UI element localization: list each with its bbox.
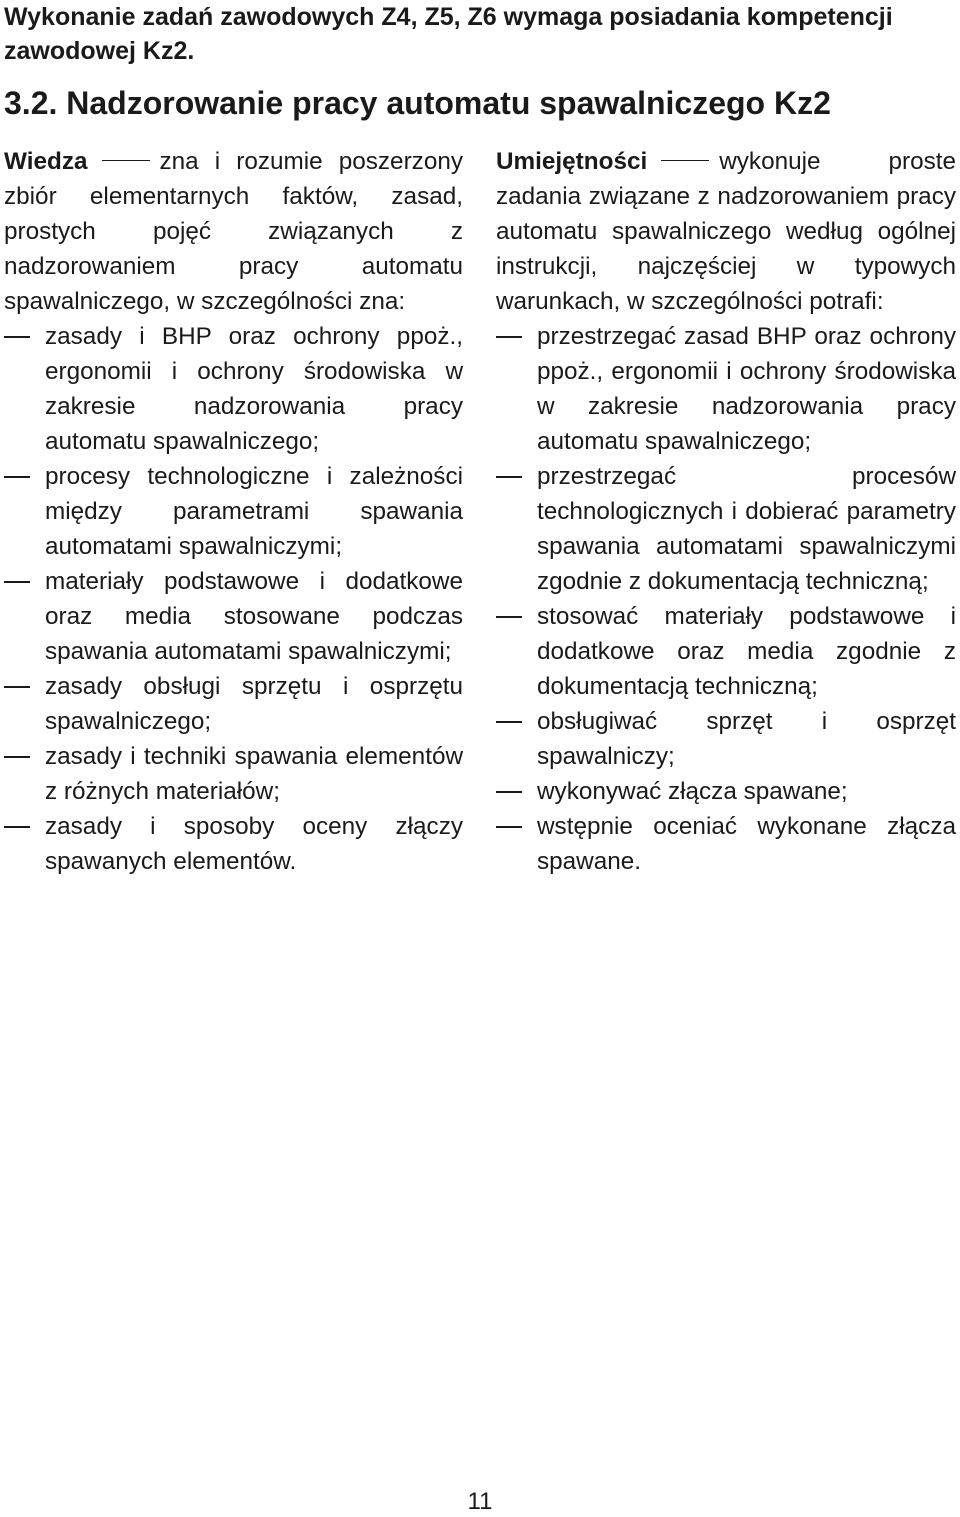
list-item: stosować materiały podstawowe i dodatkowe oraz media zgodnie z dokumentacją techniczną; — [496, 599, 956, 704]
list-item: zasady i techniki spawania elementów z różnych materiałów; — [4, 739, 463, 809]
knowledge-lead-text: zna i rozumie poszerzony zbiór elementarnych faktów, zasad, prostych pojęć związanych z nadzorowaniem pracy automatu spawalniczego, w szczególności zna: — [4, 148, 463, 315]
skills-lead-text: wykonuje proste zadania związane z nadzorowaniem pracy automatu spawalniczego według ogólnej instrukcji, najczęściej w typowych warunkach, w szczególności potrafi: — [496, 148, 956, 315]
list-item: przestrzegać procesów technologicznych i dobierać parametry spawania automatami spawalniczymi zgodnie z dokumentacją techniczną; — [496, 459, 956, 599]
list-item: zasady i sposoby oceny złączy spawanych elementów. — [4, 809, 463, 879]
knowledge-column — [4, 144, 463, 879]
skills-list — [496, 319, 956, 879]
list-item: wstępnie oceniać wykonane złącza spawane. — [496, 809, 956, 879]
skills-column — [496, 144, 956, 879]
em-dash-separator — [102, 160, 150, 161]
skills-term: Umiejętności — [496, 148, 648, 175]
em-dash-separator — [661, 160, 709, 161]
list-item: przestrzegać zasad BHP oraz ochrony ppoż., ergonomii i ochrony środowiska w zakresie nadzorowania pracy automatu spawalniczego; — [496, 319, 956, 459]
list-item: wykonywać złącza spawane; — [496, 774, 956, 809]
knowledge-term: Wiedza — [4, 148, 88, 175]
list-item: zasady i BHP oraz ochrony ppoż., ergonomii i ochrony środowiska w zakresie nadzorowania pracy automatu spawalniczego; — [4, 319, 463, 459]
list-item: zasady obsługi sprzętu i osprzętu spawalniczego; — [4, 669, 463, 739]
section-title: 3.2. Nadzorowanie pracy automatu spawalniczego Kz2 — [4, 85, 831, 121]
knowledge-lead — [4, 144, 463, 319]
list-item: obsługiwać sprzęt i osprzęt spawalniczy; — [496, 704, 956, 774]
list-item: materiały podstawowe i dodatkowe oraz media stosowane podczas spawania automatami spawalniczymi; — [4, 564, 463, 669]
intro-paragraph: Wykonanie zadań zawodowych Z4, Z5, Z6 wymaga posiadania kompetencji zawodowej Kz2. — [4, 3, 893, 65]
knowledge-list — [4, 319, 463, 879]
page-number: 11 — [467, 1488, 493, 1515]
skills-lead — [496, 144, 956, 319]
list-item: procesy technologiczne i zależności między parametrami spawania automatami spawalniczymi; — [4, 459, 463, 564]
